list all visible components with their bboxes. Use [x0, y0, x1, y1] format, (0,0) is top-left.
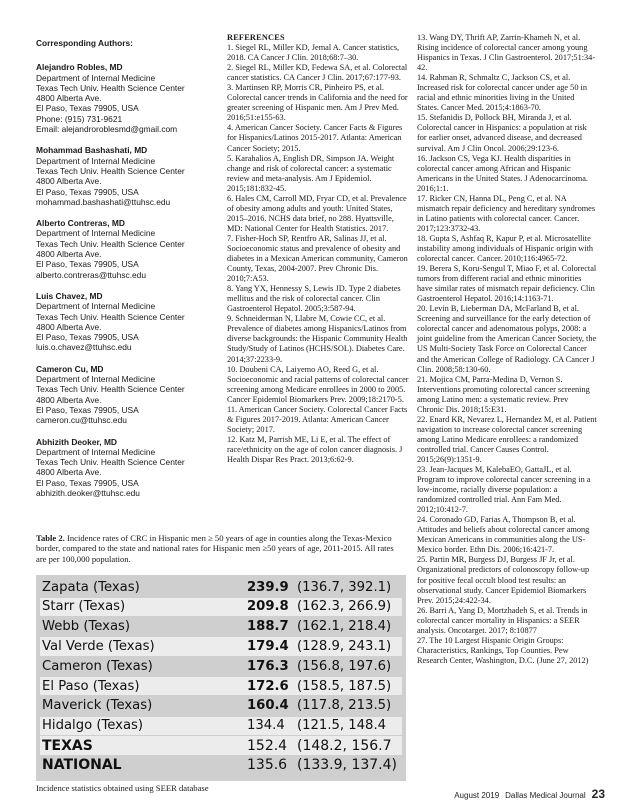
reference-item: 25. Partin MR, Burgess DJ, Burgess JF Jr, et al. Organizational predictors of colonoscopy follow-up for positive fecal occult blood test results: an observational study. Cancer Epidemiol Biomarkers Prev. 2015;24:422-34.	[417, 555, 590, 605]
author-detail-line: El Paso, Texas 79905, USA	[36, 404, 139, 415]
author-list	[36, 62, 226, 498]
references-column-1	[227, 33, 410, 465]
author-detail-line: 4800 Alberta Ave.	[36, 394, 102, 405]
page-number: 23	[591, 787, 605, 801]
author-detail-line: El Paso, Texas 79905, USA	[36, 186, 139, 197]
author-detail-line: Texas Tech Univ. Health Science Center	[36, 238, 185, 249]
author-name: Alejandro Robles, MD	[36, 62, 123, 73]
table-row	[40, 657, 402, 675]
reference-list	[227, 43, 410, 465]
county-name: Cameron (Texas)	[42, 658, 153, 674]
county-name: Starr (Texas)	[42, 599, 126, 615]
author-detail-line: cameron.cu@ttuhsc.edu	[36, 415, 127, 426]
reference-item: 9. Schneiderman N, Llabre M, Cowie CC, et al. Prevalence of diabetes among Hispanics/Latinos from diverse backgrounds: the Hispanic Community Health Study/Study of Latinos (HCHS/SOL). Diabetes Care. 2014;37:2233-9.	[227, 314, 408, 364]
incidence-rate: 209.8	[247, 599, 289, 615]
author-detail-line: El Paso, Texas 79905, USA	[36, 259, 139, 270]
author-detail-line: abhizith.deoker@ttuhsc.edu	[36, 487, 140, 498]
author-detail-line: Department of Internal Medicine	[36, 446, 156, 457]
confidence-interval: (128.9, 243.1)	[297, 639, 392, 655]
county-name: Val Verde (Texas)	[42, 639, 155, 655]
author-detail-line: mohammad.bashashati@ttuhsc.edu	[36, 196, 171, 207]
reference-item: 26. Barri A, Yang D, Mortzhadeh S, et al. Trends in colorectal cancer mortality in Hispanics: a SEER analysis. Oncotarget. 2017; 8:10877	[417, 605, 588, 635]
table-row	[40, 598, 402, 616]
confidence-interval: (162.3, 266.9)	[297, 599, 392, 615]
author-detail-line: Department of Internal Medicine	[36, 155, 156, 166]
author-detail-line: Email: alejandroroblesmd@gmail.com	[36, 124, 178, 135]
reference-item: 21. Mojica CM, Parra-Medina D, Vernon S. Interventions promoting colorectal cancer screening among Latino men: a systematic review. Prev Chronic Dis. 2018;15:E31.	[417, 374, 590, 414]
reference-item: 19. Berera S, Koru-Sengul T, Miao F, et al. Colorectal tumors from different racial and ethnic minorities have similar rates of mismatch repair deficiency. Clin Gastroenterol Hepatol. 2016;14:1163-71.	[417, 264, 597, 304]
author-detail-line: 4800 Alberta Ave.	[36, 249, 102, 260]
reference-item: 18. Gupta S, Ashfaq R, Kapur P, et al. Microsatellite instability among individuals of Hispanic origin with colorectal cancer. Cancer. 2010;116:4965-72.	[417, 233, 594, 264]
journal-name: Dallas Medical Journal	[505, 791, 586, 800]
confidence-interval: (156.8, 197.6)	[297, 658, 392, 674]
reference-item: 12. Katz M, Parrish ME, Li E, et al. The effect of race/ethnicity on the age of colon cancer diagnosis. J Health Dispar Res Pract. 2013;6:62-9.	[227, 434, 403, 464]
reference-item: 23. Jean-Jacques M, KalebaEO, GattaJL, et al. Program to improve colorectal cancer screening in a low-income, racially diverse population: a randomized controlled trial. Ann Fam Med. 2012;10:412-7.	[417, 465, 591, 515]
author-detail-line: alberto.contreras@ttuhsc.edu	[36, 269, 146, 280]
region-name: NATIONAL	[42, 757, 122, 774]
references-column-2	[417, 33, 597, 666]
table-row	[40, 618, 402, 636]
author-name: Abhizith Deoker, MD	[36, 436, 117, 447]
confidence-interval: (148.2, 156.7	[297, 737, 392, 754]
author-detail-line: 4800 Alberta Ave.	[36, 176, 102, 187]
author-name: Cameron Cu, MD	[36, 363, 104, 374]
table-row	[40, 717, 402, 735]
author-block	[36, 291, 226, 353]
reference-item: 11. American Cancer Society. Colorectal Cancer Facts & Figures 2017-2019. Atlanta: American Cancer Society; 2017.	[227, 404, 408, 434]
reference-item: 10. Doubeni CA, Laiyemo AO, Reed G, et al. Socioeconomic and racial patterns of colorectal cancer screening among Medicare enrollees in 2000 to 2005. Cancer Epidemiol Biomarkers Prev. 2009;18:2170-5.	[227, 364, 409, 404]
author-block	[36, 437, 226, 499]
author-detail-line: Department of Internal Medicine	[36, 374, 156, 385]
author-block	[36, 364, 226, 426]
reference-item: 2. Siegel RL, Miller KD, Fedewa SA, et al. Colorectal cancer statistics. CA Cancer J Clin. 2017;67:177-93.	[227, 63, 408, 83]
references-title: REFERENCES	[227, 33, 285, 42]
table-row	[40, 578, 402, 596]
table-row	[40, 697, 402, 715]
county-name: El Paso (Texas)	[42, 678, 140, 694]
author-detail-line: Department of Internal Medicine	[36, 72, 156, 83]
author-detail-line: Texas Tech Univ. Health Science Center	[36, 384, 185, 395]
table-caption-text: Incidence rates of CRC in Hispanic men ≥ 50 years of age in counties along the Texas-Mexico border, compared to the state and national rates for Hispanic men ≥50 years of age, 2011-2015. All rates are per 100,000 population.	[36, 533, 394, 564]
incidence-rate: 239.9	[247, 579, 289, 595]
corresponding-authors	[36, 38, 226, 509]
author-detail-line: 4800 Alberta Ave.	[36, 321, 102, 332]
incidence-rate: 179.4	[247, 639, 289, 655]
incidence-rate: 172.6	[247, 678, 289, 694]
reference-item: 13. Wang DY, Thrift AP, Zarrin-Khameh N, et al. Rising incidence of colorectal cancer among young Hispanics in Texas. J Clin Gastroenterol. 2017;51:34-42.	[417, 33, 596, 73]
author-detail-line: Texas Tech Univ. Health Science Center	[36, 165, 185, 176]
confidence-interval: (162.1, 218.4)	[297, 619, 392, 635]
author-name: Alberto Contreras, MD	[36, 218, 125, 229]
table-label: Table 2.	[36, 533, 65, 543]
author-block	[36, 145, 226, 207]
reference-item: 15. Stefanidis D, Pollock BH, Miranda J, et al. Colorectal cancer in Hispanics: a population at risk for earlier onset, advanced disease, and decreased survival. Am J Clin Oncol. 2006;29:123-6.	[417, 113, 587, 153]
incidence-rate: 188.7	[247, 619, 289, 635]
county-name: Maverick (Texas)	[42, 698, 153, 714]
author-detail-line: Texas Tech Univ. Health Science Center	[36, 457, 185, 468]
table-caption	[36, 533, 406, 564]
reference-item: 3. Martinsen RP, Morris CR, Pinheiro PS, et al. Colorectal cancer trends in California and the need for greater screening of Hispanic men. Am J Prev Med. 2016;51:e155-63.	[227, 83, 408, 123]
incidence-rate: 176.3	[247, 658, 289, 674]
author-detail-line: El Paso, Texas 79905, USA	[36, 477, 139, 488]
incidence-rate: 152.4	[247, 737, 288, 754]
author-block	[36, 62, 226, 134]
author-detail-line: Texas Tech Univ. Health Science Center	[36, 82, 185, 93]
author-detail-line: 4800 Alberta Ave.	[36, 93, 102, 104]
reference-item: 22. Enard KR, Nevarez L, Hernandez M, et al. Patient navigation to increase colorectal cancer screening among Latino Medicare enrollees: a randomized controlled trial. Cancer Causes Control. 2015;26(9):1351-9.	[417, 414, 597, 464]
reference-item: 5. Karahalios A, English DR, Simpson JA. Weight change and risk of colorectal cancer: a systematic review and meta-analysis. Am J Epidemiol. 2015;181:832-45.	[227, 153, 395, 193]
confidence-interval: (117.8, 213.5)	[297, 698, 392, 714]
table-total-row	[40, 736, 402, 754]
author-detail-line: Department of Internal Medicine	[36, 301, 156, 312]
table-note: Incidence statistics obtained using SEER database	[36, 783, 209, 793]
table-total-row	[40, 756, 402, 774]
author-detail-line: El Paso, Texas 79905, USA	[36, 332, 139, 343]
table-row	[40, 677, 402, 695]
reference-item: 16. Jackson CS, Vega KJ. Health disparities in colorectal cancer among African and Hispanic Americans in the United States. J Adenocarcinoma. 2016;1:1.	[417, 153, 588, 193]
county-name: Hidalgo (Texas)	[42, 718, 144, 734]
county-name: Zapata (Texas)	[42, 579, 140, 595]
incidence-rate: 160.4	[247, 698, 289, 714]
incidence-rate: 135.6	[247, 757, 288, 774]
author-name: Mohammad Bashashati, MD	[36, 145, 148, 156]
reference-list-continued	[417, 33, 597, 666]
region-name: TEXAS	[42, 737, 93, 754]
author-detail-line: luis.o.chavez@ttuhsc.edu	[36, 342, 132, 353]
reference-item: 6. Hales CM, Carroll MD, Fryar CD, et al. Prevalence of obesity among adults and youth: United States, 2015–2016. NCHS data brief, no 288. Hyattsville, MD: National Center for Health Statistics. 2017.	[227, 193, 407, 233]
author-detail-line: El Paso, Texas 79905, USA	[36, 103, 139, 114]
confidence-interval: (136.7, 392.1)	[297, 579, 392, 595]
page-footer	[454, 787, 605, 801]
confidence-interval: (133.9, 137.4)	[297, 757, 397, 774]
reference-item: 27. The 10 Largest Hispanic Origin Groups: Characteristics, Rankings, Top Counties. Pew Research Center, Washington, D.C. (June 27, 2012)	[417, 635, 589, 665]
incidence-rate: 134.4	[247, 718, 285, 734]
confidence-interval: (158.5, 187.5)	[297, 678, 392, 694]
author-detail-line: Department of Internal Medicine	[36, 228, 156, 239]
reference-item: 24. Coronado GD, Farias A, Thompson B, et al. Attitudes and beliefs about colorectal cancer among Mexican Americans in communities along the US-Mexico border. Ethn Dis. 2006;16:421-7.	[417, 515, 590, 555]
county-name: Webb (Texas)	[42, 619, 131, 635]
authors-heading: Corresponding Authors:	[36, 38, 133, 48]
author-name: Luis Chavez, MD	[36, 290, 103, 301]
reference-item: 7. Fisher-Hoch SP, Rentfro AR, Salinas JJ, et al. Socioeconomic status and prevalence of obesity and diabetes in a Mexican American community, Cameron County, Texas, 2004-2007. Prev Chronic Dis. 2010;7:A53.	[227, 233, 408, 284]
author-detail-line: Phone: (915) 731-9621	[36, 113, 123, 124]
author-detail-line: Texas Tech Univ. Health Science Center	[36, 311, 185, 322]
incidence-table	[36, 575, 406, 781]
reference-item: 20. Levin B, Lieberman DA, McFarland B, et al. Screening and surveillance for the early detection of colorectal cancer and adenomatous polyps, 2008: a joint guideline from the American Cancer Society, the US Multi-Society Task Force on Colorectal Cancer and the American College of Radiology. CA Cancer J Clin. 2008;58:130-60.	[417, 304, 597, 374]
author-detail-line: 4800 Alberta Ave.	[36, 467, 102, 478]
reference-item: 17. Ricker CN, Hanna DL, Peng C, et al. NA mismatch repair deficiency and hereditary syndromes in Latino patients with colorectal cancer. Cancer. 2017;123:3732-43.	[417, 193, 596, 233]
confidence-interval: (121.5, 148.4	[297, 718, 387, 734]
reference-item: 8. Yang YX, Hennessy S, Lewis JD. Type 2 diabetes mellitus and the risk of colorectal cancer. Clin Gastroenterol Hepatol. 2005;3:587-94.	[227, 284, 401, 314]
table-row	[40, 637, 402, 655]
author-block	[36, 218, 226, 280]
reference-item: 14. Rahman R, Schmaltz C, Jackson CS, et al. Increased risk for colorectal cancer under age 50 in racial and ethnic minorities living in the United States. Cancer Med. 2015;4:1863-70.	[417, 73, 587, 113]
reference-item: 1. Siegel RL, Miller KD, Jemal A. Cancer statistics, 2018. CA Cancer J Clin. 2018;68:7–30.	[227, 43, 400, 63]
reference-item: 4. American Cancer Society. Cancer Facts & Figures for Hispanics/Latinos 2015-2017. Atlanta: American Cancer Society; 2015.	[227, 123, 403, 153]
issue-date: August 2019	[454, 791, 500, 800]
